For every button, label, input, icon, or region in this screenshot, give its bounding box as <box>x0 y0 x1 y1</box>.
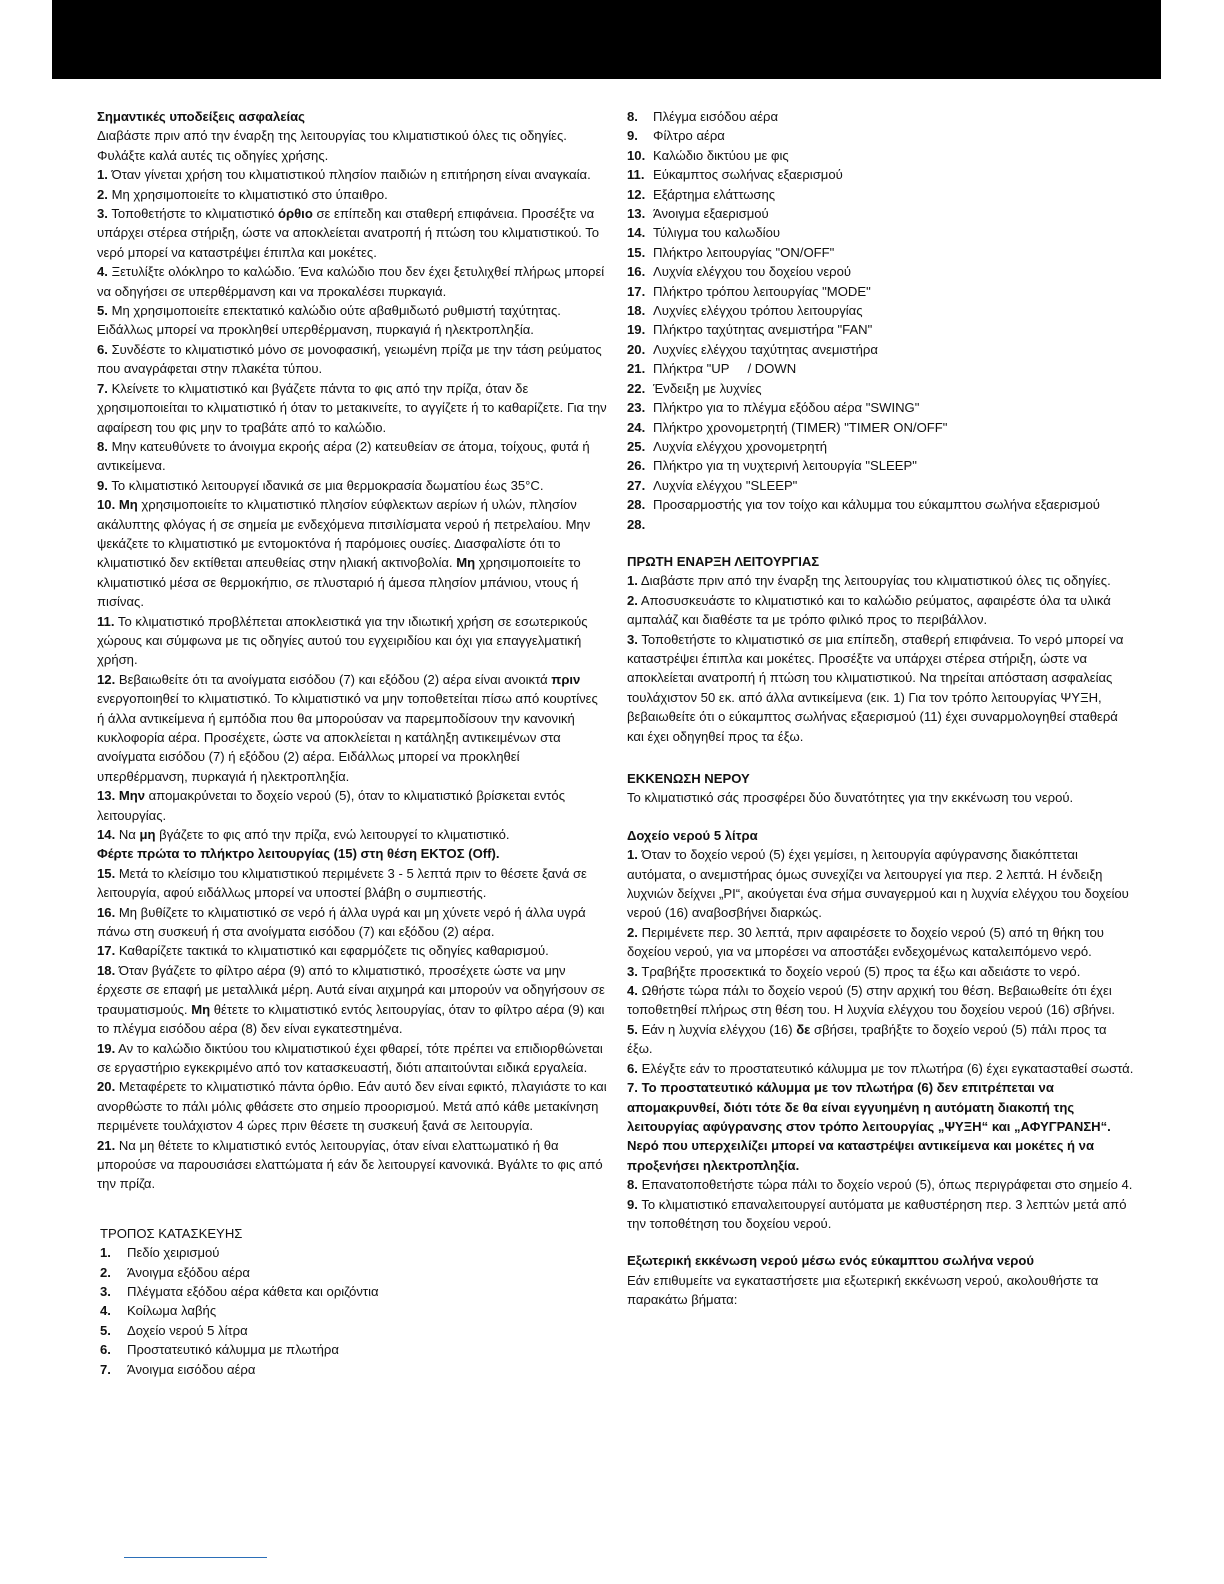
safety-item: 11. Το κλιματιστικό προβλέπεται αποκλειστικά για την ιδιωτική χρήση σε εσωτερικούς χώρους και σύμφωνα με τις οδηγίες αυτού του εγχειριδίου και όχι για επαγγελματική χρήση. <box>97 613 588 668</box>
list-item: 10. Καλώδιο δικτύου με φις <box>627 147 789 163</box>
list-item: 13. Άνοιγμα εξαερισμού <box>627 206 769 222</box>
safety-item: 17. Καθαρίζετε τακτικά το κλιματιστικό και εφαρμόζετε τις οδηγίες καθαρισμού. <box>97 943 549 959</box>
drain-item: 3. Τραβήξτε προσεκτικά το δοχείο νερού (5) προς τα έξω και αδειάστε το νερό. <box>627 963 1081 979</box>
list-item: 15. Πλήκτρο λειτουργίας "ON/OFF" <box>627 244 835 260</box>
safety-item: 5. Μη χρησιμοποιείτε επεκτατικό καλώδιο ούτε αβαθμιδωτό ρυθμιστή ταχύτητας. Ειδάλλως μπορεί να προκληθεί υπερθέρμανση, πυρκαγιά ή ηλεκτροπληξία. <box>97 303 561 338</box>
list-item: 23. Πλήκτρο για το πλέγμα εξόδου αέρα "SWING" <box>627 400 920 416</box>
safety-item: 9. Το κλιματιστικό λειτουργεί ιδανικά σε μια θερμοκρασία δωματίου έως 35°C. <box>97 477 544 493</box>
list-item: 26. Πλήκτρο για τη νυχτερινή λειτουργία "SLEEP" <box>627 458 917 474</box>
left-column <box>97 107 607 1379</box>
list-item: 18. Λυχνίες ελέγχου τρόπου λειτουργίας <box>627 303 863 319</box>
first-start-item: 1. Διαβάστε πριν από την έναρξη της λειτουργίας του κλιματιστικού όλες τις οδηγίες. <box>627 573 1111 589</box>
list-item: 24. Πλήκτρο χρονομετρητή (TIMER) "TIMER ON/OFF" <box>627 419 948 435</box>
safety-item: 2. Μη χρησιμοποιείτε το κλιματιστικό στο ύπαιθρο. <box>97 186 388 202</box>
list-item: 2. Άνοιγμα εξόδου αέρα <box>100 1264 250 1280</box>
list-item: 4. Κοίλωμα λαβής <box>100 1303 217 1319</box>
parts-list-right <box>627 107 1135 534</box>
safety-item: 8. Μην κατευθύνετε το άνοιγμα εκροής αέρα (2) κατευθείαν σε άτομα, τοίχους, φυτά ή αντικείμενα. <box>97 438 590 474</box>
list-item: 11. Εύκαμπτος σωλήνας εξαερισμού <box>627 167 843 183</box>
list-item: 19. Πλήκτρο ταχύτητας ανεμιστήρα "FAN" <box>627 322 873 338</box>
list-item: 20. Λυχνίες ελέγχου ταχύτητας ανεμιστήρα <box>627 341 878 357</box>
safety-item: 7. Κλείνετε το κλιματιστικό και βγάζετε πάντα το φις από την πρίζα, όταν δε χρησιμοποιείται το κλιματιστικό ή όταν το μετακινείτε, το αγγίζετε ή το καθαρίζετε. Για την αφαίρεση του φις μην το τραβάτε από το καλώδιο. <box>97 380 607 435</box>
list-item: 22. Ένδειξη με λυχνίες <box>627 380 762 396</box>
first-start-item: 2. Αποσυσκευάστε το κλιματιστικό και το καλώδιο ρεύματος, αφαιρέστε όλα τα υλικά αμπαλάζ και διαθέστε τα με τρόπο φιλικό προς το περιβάλλον. <box>627 592 1111 628</box>
safety-title: Σημαντικές υποδείξεις ασφαλείας <box>97 109 305 124</box>
safety-item: 12. Βεβαιωθείτε ότι τα ανοίγματα εισόδου (7) και εξόδου (2) αέρα είναι ανοικτά πριν ενεργοποιηθεί το κλιματιστικό. Το κλιματιστικό να μην τοποθετείται πίσω από κουρτίνες ή άλλα αντικείμενα ή εμπόδια που θα μπορούσαν να παρεμποδίσουν την κανονική κυκλοφορία αέρα. Προσέχετε, ώστε να αποκλείεται η κατάληξη αντικειμένων στα ανοίγματα εισόδου (7) ή εξόδου (2) αέρα. Ειδάλλως μπορεί να προκληθεί υπερθέρμανση, πυρκαγιά ή ηλεκτροπληξία. <box>97 671 598 784</box>
safety-item: 3. Τοποθετήστε το κλιματιστικό όρθιο σε επίπεδη και σταθερή επιφάνεια. Προσέξτε να υπάρχει στέρεα στήριξη, ώστε να αποκλείεται ανατροπή ή πτώση του κλιματιστικού. Το νερό μπορεί να καταστρέψει έπιπλα και μοκέτες. <box>97 206 600 260</box>
drain-item: 9. Το κλιματιστικό επαναλειτουργεί αυτόματα με καθυστέρηση περ. 3 λεπτών μετά από την τοποθέτηση του δοχείου νερού. <box>627 1196 1127 1231</box>
first-start-title: ΠΡΩΤΗ ΕΝΑΡΞΗ ΛΕΙΤΟΥΡΓΙΑΣ <box>627 553 820 569</box>
list-item: 8. Πλέγμα εισόδου αέρα <box>627 109 779 124</box>
safety-item: 1. Όταν γίνεται χρήση του κλιματιστικού πλησίον παιδιών η επιτήρηση είναι αναγκαία. <box>97 167 591 183</box>
list-item: 27. Λυχνία ελέγχου "SLEEP" <box>627 477 798 493</box>
external-drain-text: Εάν επιθυμείτε να εγκαταστήσετε μια εξωτερική εκκένωση νερού, ακολουθήστε τα παρακάτω βήματα: <box>627 1272 1099 1308</box>
drain-intro: Το κλιματιστικό σάς προσφέρει δύο δυνατότητες για την εκκένωση του νερού. <box>627 790 1074 806</box>
right-column <box>627 107 1135 1310</box>
list-item: 12. Εξάρτημα ελάττωσης <box>627 186 776 202</box>
safety-item: 6. Συνδέστε το κλιματιστικό μόνο σε μονοφασική, γειωμένη πρίζα με την τάση ρεύματος που αναγράφεται στην πλακέτα τύπου. <box>97 341 602 377</box>
list-item: 5. Δοχείο νερού 5 λίτρα <box>100 1322 248 1338</box>
safety-item: 13. Μην απομακρύνεται το δοχείο νερού (5), όταν το κλιματιστικό βρίσκεται εντός λειτουργίας. <box>97 788 566 823</box>
list-item: 1. Πεδίο χειρισμού <box>100 1245 220 1261</box>
safety-item: 15. Μετά το κλείσιμο του κλιματιστικού περιμένετε 3 - 5 λεπτά πριν το θέσετε ξανά σε λειτουργία, αφού ειδάλλως μπορεί να υποστεί βλάβη ο συμπιεστής. <box>97 865 587 901</box>
drain-item: 8. Επανατοποθετήστε τώρα πάλι το δοχείο νερού (5), όπως περιγράφεται στο σημείο 4. <box>627 1177 1133 1193</box>
drain-title: ΕΚΚΕΝΩΣΗ ΝΕΡΟΥ <box>627 771 750 786</box>
parts-list-left <box>97 1243 607 1379</box>
first-start-item: 3. Τοποθετήστε το κλιματιστικό σε μια επίπεδη, σταθερή επιφάνεια. Το νερό μπορεί να καταστρέψει έπιπλα και μοκέτες. Προσέξτε να υπάρχει στέρεα στήριξη, ώστε να αποκλείεται ανατροπή ή πτώση του κλιματιστικού. Να τηρείται απόσταση ασφαλείας τουλάχιστον 50 εκ. από άλλα αντικείμενα (εικ. 1) Για τον τρόπο λειτουργίας ΨΥΞΗ, βεβαιωθείτε ότι ο εύκαμπτος σωλήνας εξαερισμού (11) έχει συναρμολογηθεί σταθερά και έχει οδηγηθεί προς τα έξω. <box>627 631 1124 744</box>
list-item: 14. Τύλιγμα του καλωδίου <box>627 225 781 241</box>
drain-warning: 7. Το προστατευτικό κάλυμμα με τον πλωτήρα (6) δεν επιτρέπεται να απομακρυνθεί, διότι τότε δε θα είναι εγγυημένη η αυτόματη διακοπή της λειτουργίας αφύγρανσης στον τρόπο λειτουργίας „ΨΥΞΗ“ και „ΑΦΥΓΡΑΝΣΗ“. Νερό που υπερχειλίζει μπορεί να καταστρέψει αντικείμενα και μοκέτες ή να προξενήσει ηλεκτροπληξία. <box>627 1080 1111 1173</box>
list-item: 16. Λυχνία ελέγχου του δοχείου νερού <box>627 264 852 280</box>
list-item: 3. Πλέγματα εξόδου αέρα κάθετα και οριζόντια <box>100 1283 379 1299</box>
drain-item: 5. Εάν η λυχνία ελέγχου (16) δε σβήσει, τραβήξτε το δοχείο νερού (5) πάλι προς τα έξω. <box>627 1021 1107 1057</box>
safety-item: 14. Να μη βγάζετε το φις από την πρίζα, ενώ λειτουργεί το κλιματιστικό. Φέρτε πρώτα το πλήκτρο λειτουργίας (15) στη θέση ΕΚΤΟΣ (Off). <box>97 827 510 862</box>
drain-item: 1. Όταν το δοχείο νερού (5) έχει γεμίσει, η λειτουργία αφύγρανσης διακόπτεται αυτόματα, ο ανεμιστήρας όμως συνεχίζει να λειτουργεί για περ. 2 λεπτά. Η ένδειξη λυχνιών δείχνει „PI“, ακούγεται ένα σήμα συναγερμού και η λυχνία ελέγχου του δοχείου νερού (16) αναβοσβήνει διαρκώς. <box>627 847 1129 921</box>
safety-item: 10. Μη χρησιμοποιείτε το κλιματιστικό πλησίον εύφλεκτων αερίων ή υλών, πλησίον ακάλυπτης φλόγας ή σε σημεία με ενδεχόμενα πιτσιλίσματα νερού ή πετρελαίου. Μην ψεκάζετε το κλιματιστικό με εντομοκτόνα ή παρόμοιες ουσίες. Διασφαλίστε ότι το κλιματιστικό δεν εκτίθεται απευθείας στην ηλιακή ακτινοβολία. Μη χρησιμοποιείτε το κλιματιστικό μέσα σε θερμοκήπιο, σε πλυσταριό ή άμεσα πλησίον μπάνιου, ντους ή πισίνας. <box>97 497 591 610</box>
construction-title: ΤΡΟΠΟΣ ΚΑΤΑΣΚΕΥΗΣ <box>100 1225 243 1241</box>
list-item: 28. <box>627 516 646 532</box>
footnote-rule <box>124 1557 267 1558</box>
list-item: 9. Φίλτρο αέρα <box>627 128 725 144</box>
tank-title: Δοχείο νερού 5 λίτρα <box>627 827 758 843</box>
external-drain-title: Εξωτερική εκκένωση νερού μέσω ενός εύκαμπτου σωλήνα νερού <box>627 1253 1035 1269</box>
safety-item: 20. Μεταφέρετε το κλιματιστικό πάντα όρθιο. Εάν αυτό δεν είναι εφικτό, πλαγιάστε το και ανορθώστε το πάλι μόλις φθάσετε στο σημείο προορισμού. Μετά από κάθε μετακίνηση περιμένετε τουλάχιστον 4 ώρες πριν θέσετε τη συσκευή ξανά σε λειτουργία. <box>97 1079 607 1134</box>
drain-item: 6. Ελέγξτε εάν το προστατευτικό κάλυμμα με τον πλωτήρα (6) έχει εγκατασταθεί σωστά. <box>627 1060 1134 1076</box>
list-item: 28. Προσαρμοστής για τον τοίχο και κάλυμμα του εύκαμπτου σωλήνα εξαερισμού <box>627 497 1100 513</box>
drain-item: 2. Περιμένετε περ. 30 λεπτά, πριν αφαιρέσετε το δοχείο νερού (5) από τη θήκη του δοχείου νερού, για να μπορέσει να αποστάξει ενδεχομένως καταλειπόμενο νερό. <box>627 924 1104 960</box>
safety-item: 19. Αν το καλώδιο δικτύου του κλιματιστικού έχει φθαρεί, τότε πρέπει να επιδιορθώνεται σε εργαστήριο εγκεκριμένο από τον κατασκευαστή, διότι απαιτούνται ειδικά εργαλεία. <box>97 1040 603 1075</box>
drain-item: 4. Ωθήστε τώρα πάλι το δοχείο νερού (5) στην αρχική του θέση. Βεβαιωθείτε ότι έχει τοποθετηθεί πλήρως στη θέση του. Η λυχνία ελέγχου του δοχείου νερού (16) σβήνει. <box>627 983 1115 1018</box>
list-item: 21. Πλήκτρα "UP / DOWN <box>627 361 797 377</box>
header-bar <box>52 0 1161 79</box>
safety-item: 4. Ξετυλίξτε ολόκληρο το καλώδιο. Ένα καλώδιο που δεν έχει ξετυλιχθεί πλήρως μπορεί να οδηγήσει σε υπερθέρμανση και να προκαλέσει πυρκαγιά. <box>97 264 605 299</box>
safety-item: 18. Όταν βγάζετε το φίλτρο αέρα (9) από το κλιματιστικό, προσέχετε ώστε να μην έρχεστε σε επαφή με μεταλλικά μέρη. Αυτά είναι αιχμηρά και μπορούν να οδηγήσουν σε τραυματισμούς. Μη θέτετε το κλιματιστικό εντός λειτουργίας, όταν το φίλτρο αέρα (9) και το πλέγμα εισόδου αέρα (8) δεν είναι εγκατεστημένα. <box>97 962 605 1037</box>
safety-item: 16. Μη βυθίζετε το κλιματιστικό σε νερό ή άλλα υγρά και μη χύνετε νερό ή άλλα υγρά πάνω στη συσκευή ή στα ανοίγματα εισόδου (7) και εξόδου (2) αέρα. <box>97 904 586 940</box>
list-item: 7. Άνοιγμα εισόδου αέρα <box>100 1361 256 1377</box>
list-item: 25. Λυχνία ελέγχου χρονομετρητή <box>627 438 827 454</box>
safety-intro: Διαβάστε πριν από την έναρξη της λειτουργίας του κλιματιστικού όλες τις οδηγίες. Φυλάξτε καλά αυτές τις οδηγίες χρήσης. <box>97 128 567 163</box>
list-item: 6. Προστατευτικό κάλυμμα με πλωτήρα <box>100 1342 339 1358</box>
safety-item: 21. Να μη θέτετε το κλιματιστικό εντός λειτουργίας, όταν είναι ελαττωματικό ή θα μπορούσε να παρουσιάσει ελαττώματα ή εάν δε λειτουργεί κανονικά. Βγάλτε το φις από την πρίζα. <box>97 1137 603 1192</box>
list-item: 17. Πλήκτρο τρόπου λειτουργίας "MODE" <box>627 283 871 299</box>
